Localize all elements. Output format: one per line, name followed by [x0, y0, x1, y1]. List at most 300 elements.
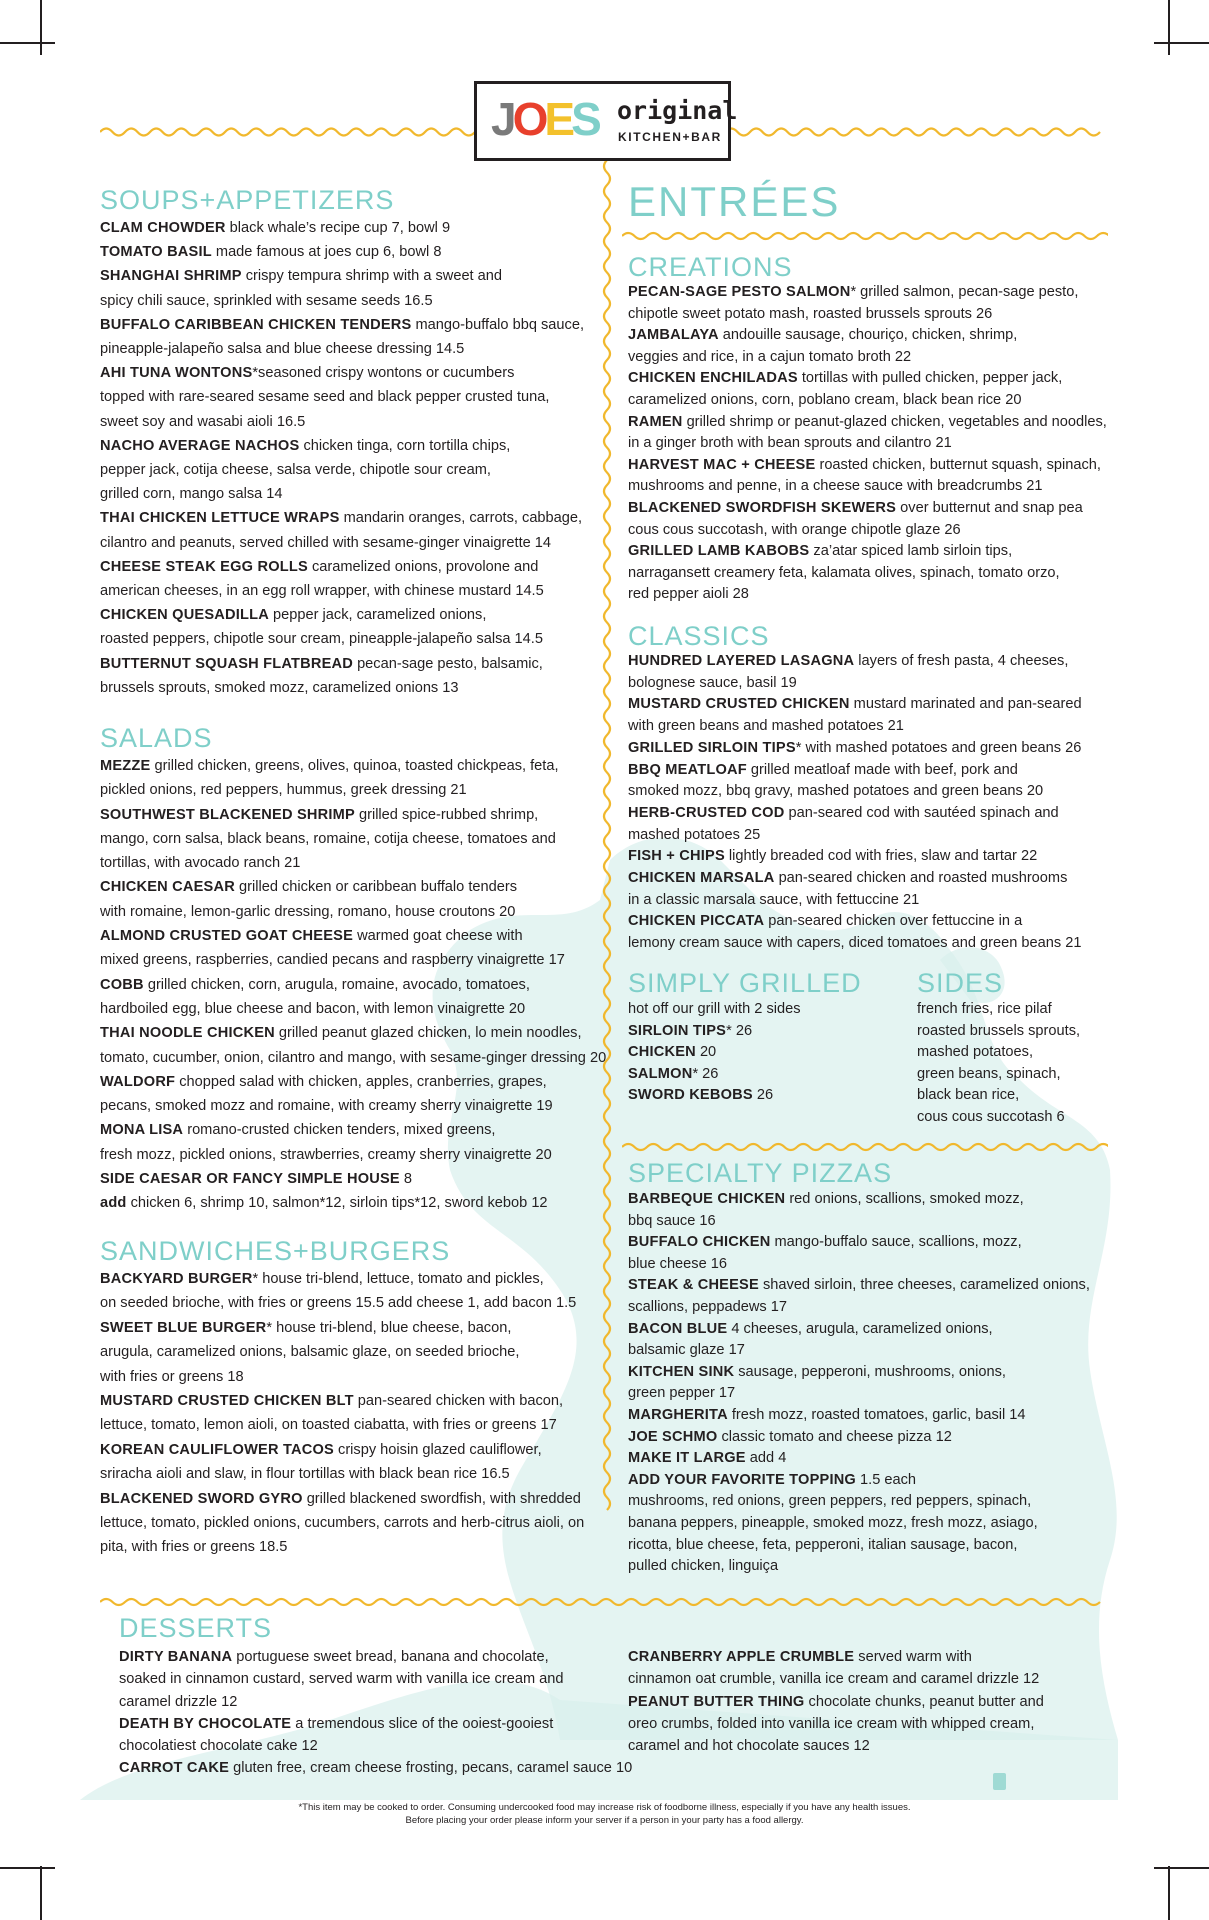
logo-letter: E	[544, 93, 572, 145]
menu-item-line	[628, 1275, 1090, 1297]
menu-item-name: THAI NOODLE CHICKEN	[100, 1025, 275, 1042]
salads-section-title: SALADS	[100, 723, 213, 753]
menu-item-line	[100, 506, 584, 530]
footnote-line-1: *This item may be cooked to order. Consuming undercooked food may increase risk of foodborne illness, especially if you have any health issues.	[298, 1802, 911, 1813]
menu-item	[628, 1691, 1044, 1758]
menu-item	[628, 455, 1107, 498]
menu-item	[119, 1757, 632, 1779]
menu-item-name: ADD YOUR FAVORITE TOPPING	[628, 1471, 856, 1488]
menu-item-description: a tremendous slice of the ooiest-gooiest	[291, 1715, 554, 1732]
menu-item-line	[100, 264, 584, 288]
menu-item-line	[119, 1757, 632, 1779]
menu-item-line	[628, 694, 1082, 716]
menu-item-description: hardboiled egg, blue cheese and bacon, with lemon vinaigrette 20	[100, 1000, 526, 1017]
menu-item-description: portuguese sweet bread, banana and chocolate,	[232, 1649, 549, 1665]
menu-item-name: KITCHEN SINK	[628, 1363, 735, 1380]
menu-item	[628, 1064, 801, 1086]
menu-item	[628, 651, 1082, 694]
menu-item-description: grilled shrimp or peanut-glazed chicken, vegetables and noodles,	[682, 413, 1107, 430]
menu-item-description: chocolate chunks, peanut butter and	[804, 1693, 1044, 1710]
menu-item-description: fresh mozz, roasted tomatoes, garlic, basil 14	[727, 1406, 1026, 1423]
menu-item-name: CHICKEN	[628, 1044, 696, 1060]
menu-item-description: mandarin oranges, carrots, cabbage,	[339, 510, 583, 527]
menu-item	[100, 924, 606, 973]
menu-item-description: 1.5 each	[856, 1471, 917, 1488]
menu-item-name: PECAN-SAGE PESTO SALMON	[628, 284, 851, 300]
menu-item-line	[628, 1189, 1090, 1211]
menu-item-description: banana peppers, pineapple, smoked mozz, fresh mozz, asiago,	[628, 1514, 1038, 1531]
menu-item-line	[100, 803, 606, 827]
menu-item-name: SOUTHWEST BLACKENED SHRIMP	[100, 806, 355, 823]
menu-item-line	[100, 1070, 606, 1094]
side-item: cous cous succotash 6	[917, 1108, 1065, 1125]
menu-item-name: PEANUT BUTTER THING	[628, 1693, 805, 1710]
menu-item-name: RAMEN	[628, 413, 683, 430]
menu-item-description: sweet soy and wasabi aioli 16.5	[100, 413, 306, 430]
menu-item-description: * grilled salmon, pecan-sage pesto,	[850, 284, 1079, 300]
menu-item-name: SWORD KEBOBS	[628, 1087, 753, 1103]
menu-item-description: grilled meatloaf made with beef, pork and	[746, 761, 1018, 778]
menu-item-line	[628, 911, 1082, 933]
menu-item-line	[100, 924, 606, 948]
menu-item-description: tortillas, with avocado ranch 21	[100, 855, 301, 872]
menu-item-description: in a ginger broth with bean sprouts and cilantro 21	[628, 435, 952, 452]
menu-item-description: add 4	[745, 1450, 787, 1467]
menu-item-description: veggies and rice, in a cajun tomato broth 22	[628, 348, 912, 365]
menu-item-line	[119, 1646, 632, 1668]
menu-item-line	[100, 875, 606, 899]
menu-item-description: *seasoned crispy wontons or cucumbers	[252, 365, 515, 382]
menu-item	[100, 603, 584, 651]
menu-item-line	[628, 1232, 1090, 1254]
menu-item-line	[100, 652, 584, 676]
salads-list	[100, 754, 606, 1216]
logo-joes-word	[491, 94, 598, 144]
menu-item	[628, 760, 1082, 803]
menu-item-name: BBQ MEATLOAF	[628, 761, 747, 778]
menu-item-description: mushrooms and penne, in a cheese sauce with breadcrumbs 21	[628, 478, 1043, 495]
menu-item	[628, 1042, 801, 1064]
menu-item-description: soaked in cinnamon custard, served warm with vanilla ice cream and	[119, 1671, 564, 1688]
menu-item-description: pineapple-jalapeño salsa and blue cheese dressing 14.5	[100, 341, 465, 358]
footnote-line-2: Before placing your order please inform your server if a person in your party has a food allergy.	[405, 1815, 804, 1826]
menu-item-line	[100, 434, 584, 458]
menu-item-description: pepper jack, caramelized onions,	[269, 607, 487, 624]
menu-item	[100, 434, 584, 507]
menu-item-name: SWEET BLUE BURGER	[100, 1319, 267, 1336]
menu-item-line	[119, 1713, 632, 1735]
menu-item-description: red onions, scallions, smoked mozz,	[785, 1191, 1024, 1207]
menu-item	[628, 1021, 801, 1043]
menu-item	[628, 368, 1107, 411]
menu-item-description: pulled chicken, linguiça	[628, 1558, 779, 1575]
wavy-divider-entrees	[622, 226, 1108, 246]
menu-item	[100, 1389, 584, 1438]
menu-item-name: KOREAN CAULIFLOWER TACOS	[100, 1441, 334, 1458]
menu-item-line	[628, 282, 1107, 304]
menu-item	[100, 875, 606, 924]
menu-item-line	[100, 216, 584, 240]
menu-item	[628, 738, 1082, 760]
menu-item	[628, 1275, 1090, 1318]
menu-item-line	[628, 1646, 1044, 1668]
menu-item-description: 4 cheeses, arugula, caramelized onions,	[727, 1320, 993, 1337]
menu-item-description: spicy chili sauce, sprinkled with sesame seeds 16.5	[100, 292, 433, 309]
menu-item	[100, 1267, 584, 1316]
menu-item-description: * house tri-blend, blue cheese, bacon,	[266, 1319, 512, 1336]
restaurant-logo	[474, 81, 738, 161]
menu-item-name: DIRTY BANANA	[119, 1649, 233, 1665]
menu-item-description: lettuce, tomato, lemon aioli, on toasted ciabatta, with fries or greens 17	[100, 1417, 557, 1434]
menu-item-name: BACON BLUE	[628, 1320, 728, 1337]
menu-item	[100, 240, 584, 264]
menu-item	[628, 1189, 1090, 1232]
menu-item-description: caramelized onions, provolone and	[307, 558, 539, 575]
menu-item-description: crispy hoisin glazed cauliflower,	[333, 1441, 542, 1458]
menu-item-description: 26	[752, 1087, 774, 1103]
menu-item-description: caramel and hot chocolate sauces 12	[628, 1738, 870, 1755]
creations-section-title: CREATIONS	[628, 252, 793, 282]
sandwiches-section-title: SANDWICHES+BURGERS	[100, 1236, 451, 1266]
menu-item	[100, 361, 584, 434]
menu-item-description: layers of fresh pasta, 4 cheeses,	[854, 653, 1069, 669]
menu-item-description: mushrooms, red onions, green peppers, red peppers, spinach,	[628, 1493, 1032, 1510]
menu-item-description: caramel drizzle 12	[119, 1693, 238, 1710]
menu-item-description: cinnamon oat crumble, vanilla ice cream and caramel drizzle 12	[628, 1671, 1040, 1688]
menu-item-description: pan-seared cod with sautéed spinach and	[784, 804, 1059, 821]
logo-letter: J	[491, 93, 513, 145]
menu-item-line	[628, 651, 1082, 673]
menu-item-line	[100, 1118, 606, 1142]
menu-item-name: BUFFALO CARIBBEAN CHICKEN TENDERS	[100, 316, 412, 333]
menu-item	[628, 1427, 1090, 1449]
menu-item	[119, 1713, 632, 1758]
menu-item-line	[100, 240, 584, 264]
menu-item-description: pecans, smoked mozz and romaine, with creamy sherry vinaigrette 19	[100, 1098, 553, 1115]
pizzas-section-title: SPECIALTY PIZZAS	[628, 1158, 893, 1188]
menu-item-line	[628, 1427, 1090, 1449]
creations-list	[628, 282, 1107, 606]
menu-item	[100, 973, 606, 1022]
menu-item-name: BACKYARD BURGER	[100, 1271, 253, 1287]
menu-item-name: HUNDRED LAYERED LASAGNA	[628, 653, 855, 669]
menu-item-name: CHICKEN MARSALA	[628, 870, 775, 887]
menu-item	[100, 803, 606, 876]
menu-item-description: pecan-sage pesto, balsamic,	[353, 655, 543, 672]
menu-item-name: MUSTARD CRUSTED CHICKEN BLT	[100, 1393, 354, 1410]
menu-item-name: ALMOND CRUSTED GOAT CHEESE	[100, 928, 354, 945]
small-logo-mark	[993, 1773, 1006, 1790]
menu-item	[119, 1646, 632, 1713]
menu-item-description: pan-seared chicken over fettuccine in a	[764, 913, 1023, 930]
menu-item-description: mustard marinated and pan-seared	[849, 696, 1082, 713]
menu-item	[628, 1646, 1044, 1691]
menu-item-description: scallions, peppadews 17	[628, 1298, 788, 1315]
menu-item-name: SIDE CAESAR OR FANCY SIMPLE HOUSE	[100, 1171, 400, 1188]
menu-item-name: FISH + CHIPS	[628, 848, 725, 865]
menu-item-line	[628, 868, 1082, 890]
menu-item	[628, 412, 1107, 455]
sides-list	[917, 999, 1080, 1128]
menu-item-name: MONA LISA	[100, 1122, 184, 1139]
menu-item-line	[628, 1021, 801, 1043]
menu-item-description: * house tri-blend, lettuce, tomato and pickles,	[252, 1271, 544, 1287]
menu-item-description: with green beans and mashed potatoes 21	[628, 718, 904, 735]
menu-item-description: over butternut and snap pea	[896, 499, 1083, 516]
menu-item	[628, 911, 1082, 954]
menu-item-line	[100, 973, 606, 997]
menu-item	[100, 1438, 584, 1487]
logo-letter: O	[512, 93, 545, 145]
menu-item	[100, 313, 584, 361]
menu-item-description: chipotle sweet potato mash, roasted brussels sprouts 26	[628, 305, 993, 322]
menu-item-description: brussels sprouts, smoked mozz, caramelized onions 13	[100, 679, 459, 696]
menu-item-name: JOE SCHMO	[628, 1428, 718, 1445]
menu-item-description: mashed potatoes 25	[628, 826, 761, 843]
menu-item-line	[100, 1487, 584, 1511]
menu-item-line	[100, 361, 584, 385]
menu-item-description: caramelized onions, corn, poblano cream, black bean rice 20	[628, 391, 1022, 408]
menu-item-description: blue cheese 16	[628, 1255, 727, 1272]
menu-item-name: SIRLOIN TIPS	[628, 1022, 727, 1039]
menu-item-line	[628, 760, 1082, 782]
menu-item	[100, 1487, 584, 1560]
menu-item-description: grilled chicken, greens, olives, quinoa, toasted chickpeas, feta,	[150, 758, 559, 774]
menu-item-line	[628, 368, 1107, 390]
menu-item-name: SHANGHAI SHRIMP	[100, 268, 242, 285]
menu-item-description: lemony cream sauce with capers, diced tomatoes and green beans 21	[628, 935, 1082, 952]
menu-item-description: topped with rare-seared sesame seed and black pepper crusted tuna,	[100, 389, 550, 406]
menu-item-description: narragansett creamery feta, kalamata olives, spinach, tomato orzo,	[628, 564, 1060, 581]
soups-list	[100, 216, 584, 700]
menu-item-line	[628, 325, 1107, 347]
menu-item-description: grilled chicken or caribbean buffalo tenders	[234, 879, 518, 896]
menu-item-name: WALDORF	[100, 1073, 176, 1090]
menu-item-description: grilled chicken, corn, arugula, romaine, avocado, tomatoes,	[143, 976, 530, 993]
footnote	[0, 1801, 1209, 1827]
menu-item-name: CHICKEN CAESAR	[100, 879, 235, 896]
menu-item	[100, 506, 584, 554]
menu-item	[628, 1085, 801, 1107]
menu-item-description: crispy tempura shrimp with a sweet and	[241, 268, 503, 285]
menu-item	[628, 694, 1082, 737]
menu-item-name: BUTTERNUT SQUASH FLATBREAD	[100, 655, 354, 672]
menu-item	[628, 1470, 1090, 1578]
menu-item-name: CLAM CHOWDER	[100, 220, 226, 236]
menu-item-name: BARBEQUE CHICKEN	[628, 1191, 786, 1207]
menu-item-line	[628, 1448, 1090, 1470]
menu-item-name: THAI CHICKEN LETTUCE WRAPS	[100, 510, 340, 527]
menu-item-line	[100, 313, 584, 337]
wavy-divider-pizza	[622, 1137, 1108, 1157]
menu-item-name: BUFFALO CHICKEN	[628, 1234, 771, 1251]
menu-item-name: TOMATO BASIL	[100, 244, 212, 261]
sides-section-title: SIDES	[917, 968, 1004, 998]
menu-item-line	[628, 1362, 1090, 1384]
menu-item-description: warmed goat cheese with	[353, 928, 523, 945]
menu-item-line	[100, 1167, 606, 1191]
menu-item-line	[100, 603, 584, 627]
menu-item-description: shaved sirloin, three cheeses, caramelized onions,	[758, 1277, 1090, 1294]
menu-item	[628, 846, 1082, 868]
menu-item-description: served warm with	[854, 1649, 972, 1665]
menu-item-description: with romaine, lemon-garlic dressing, romano, house croutons 20	[100, 903, 516, 920]
menu-item-description: grilled corn, mango salsa 14	[100, 486, 283, 503]
menu-item-name: GRILLED SIRLOIN TIPS	[628, 739, 796, 756]
menu-item-description: pita, with fries or greens 18.5	[100, 1539, 288, 1556]
menu-item-name: BLACKENED SWORDFISH SKEWERS	[628, 499, 897, 516]
side-item: mashed potatoes,	[917, 1044, 1034, 1060]
menu-item	[628, 325, 1107, 368]
desserts-section-title: DESSERTS	[119, 1613, 273, 1643]
menu-item-name: CHEESE STEAK EGG ROLLS	[100, 558, 308, 575]
menu-item	[628, 803, 1082, 846]
menu-item-name: JAMBALAYA	[628, 327, 719, 344]
menu-item-description: made famous at joes cup 6, bowl 8	[211, 244, 442, 261]
menu-item-name: add	[100, 1195, 127, 1212]
menu-item-description: mango-buffalo bbq sauce,	[411, 316, 584, 333]
menu-item	[100, 1191, 606, 1215]
menu-item	[628, 1405, 1090, 1427]
menu-item-description: chocolatiest chocolate cake 12	[119, 1738, 318, 1755]
wavy-divider-desserts	[100, 1592, 1110, 1612]
menu-item-description: red pepper aioli 28	[628, 586, 749, 603]
menu-item-description: balsamic glaze 17	[628, 1342, 745, 1359]
menu-item-description: mango-buffalo sauce, scallions, mozz,	[770, 1234, 1022, 1251]
menu-item-line	[628, 1064, 801, 1086]
menu-item	[628, 1232, 1090, 1275]
menu-item-name: HARVEST MAC + CHEESE	[628, 456, 816, 473]
menu-item-name: CRANBERRY APPLE CRUMBLE	[628, 1649, 855, 1665]
menu-item-line	[628, 412, 1107, 434]
logo-original-word: original	[617, 96, 738, 125]
simply-grilled-section-title: SIMPLY GRILLED	[628, 968, 862, 998]
menu-item	[628, 541, 1107, 606]
menu-item-description: green pepper 17	[628, 1385, 736, 1402]
menu-item-description: grilled peanut glazed chicken, lo mein noodles,	[274, 1025, 582, 1042]
side-item: roasted brussels sprouts,	[917, 1022, 1081, 1039]
simply-grilled-list	[628, 999, 801, 1107]
menu-item-description: fresh mozz, pickled onions, strawberries, creamy sherry vinaigrette 20	[100, 1146, 552, 1163]
menu-item-description: cous cous succotash, with orange chipotle glaze 26	[628, 521, 961, 538]
menu-item	[100, 555, 584, 603]
desserts-right-list	[628, 1646, 1044, 1757]
menu-item	[100, 216, 584, 240]
menu-item-name: CHICKEN PICCATA	[628, 913, 765, 930]
menu-item	[100, 1167, 606, 1191]
menu-item-description: american cheeses, in an egg roll wrapper, with chinese mustard 14.5	[100, 583, 544, 600]
menu-item-description: chicken 6, shrimp 10, salmon*12, sirloin tips*12, sword kebob 12	[126, 1195, 548, 1212]
menu-item-name: STEAK & CHEESE	[628, 1277, 759, 1294]
classics-section-title: CLASSICS	[628, 621, 770, 651]
menu-item-description: roasted chicken, butternut squash, spinach,	[815, 456, 1101, 473]
menu-item-line	[628, 1042, 801, 1064]
menu-item-description: mixed greens, raspberries, candied pecans and raspberry vinaigrette 17	[100, 952, 565, 969]
menu-item-name: MARGHERITA	[628, 1406, 728, 1423]
simply-grilled-intro: hot off our grill with 2 sides	[628, 1001, 801, 1017]
menu-item-description: on seeded brioche, with fries or greens 15.5 add cheese 1, add bacon 1.5	[100, 1295, 577, 1312]
menu-item-description: * with mashed potatoes and green beans 26	[795, 739, 1082, 756]
menu-item-description: andouille sausage, chouriço, chicken, shrimp,	[718, 327, 1018, 344]
menu-item-line	[628, 738, 1082, 760]
menu-item-line	[628, 455, 1107, 477]
menu-item-name: CARROT CAKE	[119, 1760, 230, 1777]
menu-item-name: MUSTARD CRUSTED CHICKEN	[628, 696, 850, 713]
menu-item-name: DEATH BY CHOCOLATE	[119, 1715, 292, 1732]
menu-item-name: HERB-CRUSTED COD	[628, 804, 785, 821]
menu-item-description: pepper jack, cotija cheese, salsa verde, chipotle sour cream,	[100, 462, 491, 479]
menu-item-description: 8	[399, 1171, 413, 1188]
menu-item-name: AHI TUNA WONTONS	[100, 365, 253, 382]
menu-item	[100, 1070, 606, 1119]
menu-item	[100, 1316, 584, 1389]
menu-item-name: CHICKEN QUESADILLA	[100, 607, 269, 624]
menu-item-name: MAKE IT LARGE	[628, 1450, 746, 1467]
menu-item	[628, 1319, 1090, 1362]
menu-item-description: romano-crusted chicken tenders, mixed greens,	[183, 1122, 496, 1139]
menu-item-name: GRILLED LAMB KABOBS	[628, 543, 810, 560]
menu-item-description: grilled blackened swordfish, with shredded	[302, 1490, 581, 1507]
menu-item-line	[628, 1319, 1090, 1341]
menu-item-line	[100, 1389, 584, 1413]
menu-item-line	[100, 1267, 584, 1291]
side-item: green beans, spinach,	[917, 1065, 1061, 1082]
menu-item-description: 20	[695, 1044, 717, 1060]
menu-item-name: COBB	[100, 976, 144, 993]
menu-item-description: za’atar spiced lamb sirloin tips,	[809, 543, 1013, 560]
menu-item-description: mango, corn salsa, black beans, romaine, cotija cheese, tomatoes and	[100, 830, 556, 847]
menu-item-name: MEZZE	[100, 758, 151, 774]
soups-section-title: SOUPS+APPETIZERS	[100, 185, 395, 215]
menu-item-description: pickled onions, red peppers, hummus, greek dressing 21	[100, 782, 467, 799]
menu-item	[628, 1448, 1090, 1470]
menu-item-description: sausage, pepperoni, mushrooms, onions,	[734, 1363, 1006, 1380]
menu-item-description: black whale’s recipe cup 7, bowl 9	[225, 220, 451, 236]
menu-item-description: smoked mozz, bbq gravy, mashed potatoes and green beans 20	[628, 783, 1044, 800]
menu-item-line	[628, 541, 1107, 563]
menu-item-description: grilled spice-rubbed shrimp,	[354, 806, 539, 823]
menu-item-name: SALMON	[628, 1065, 693, 1082]
menu-item-line	[100, 1438, 584, 1462]
menu-item-line	[628, 1085, 801, 1107]
menu-item-description: cilantro and peanuts, served chilled with sesame-ginger vinaigrette 14	[100, 534, 552, 551]
menu-item-description: * 26	[726, 1022, 753, 1039]
menu-item-description: classic tomato and cheese pizza 12	[717, 1428, 952, 1445]
menu-item-description: with fries or greens 18	[100, 1368, 244, 1385]
menu-item-name: BLACKENED SWORD GYRO	[100, 1490, 303, 1507]
menu-item-description: in a classic marsala sauce, with fettuccine 21	[628, 891, 920, 908]
desserts-left-list	[119, 1646, 632, 1780]
logo-letter: S	[571, 93, 598, 145]
menu-item	[628, 282, 1107, 325]
menu-item	[628, 498, 1107, 541]
menu-item-line	[100, 1316, 584, 1340]
menu-item-description: sriracha aioli and slaw, in flour tortillas with black bean rice 16.5	[100, 1466, 510, 1483]
menu-item-line	[100, 754, 606, 778]
menu-item-description: lettuce, tomato, pickled onions, cucumbers, carrots and herb-citrus aioli, on	[100, 1515, 585, 1532]
menu-item-description: pan-seared chicken and roasted mushrooms	[774, 870, 1068, 887]
menu-item-description: roasted peppers, chipotle sour cream, pineapple-jalapeño salsa 14.5	[100, 631, 543, 648]
logo-tagline: KITCHEN+BAR	[618, 130, 722, 144]
menu-item-line	[628, 846, 1082, 868]
side-item: french fries, rice pilaf	[917, 1001, 1052, 1017]
sandwiches-list	[100, 1267, 584, 1560]
entrees-title: ENTRÉES	[628, 178, 841, 225]
menu-item-description: chopped salad with chicken, apples, cranberries, grapes,	[175, 1073, 547, 1090]
menu-item-name: CHICKEN ENCHILADAS	[628, 370, 798, 387]
menu-item-description: arugula, caramelized onions, balsamic glaze, on seeded brioche,	[100, 1344, 520, 1361]
menu-item	[100, 1118, 606, 1167]
